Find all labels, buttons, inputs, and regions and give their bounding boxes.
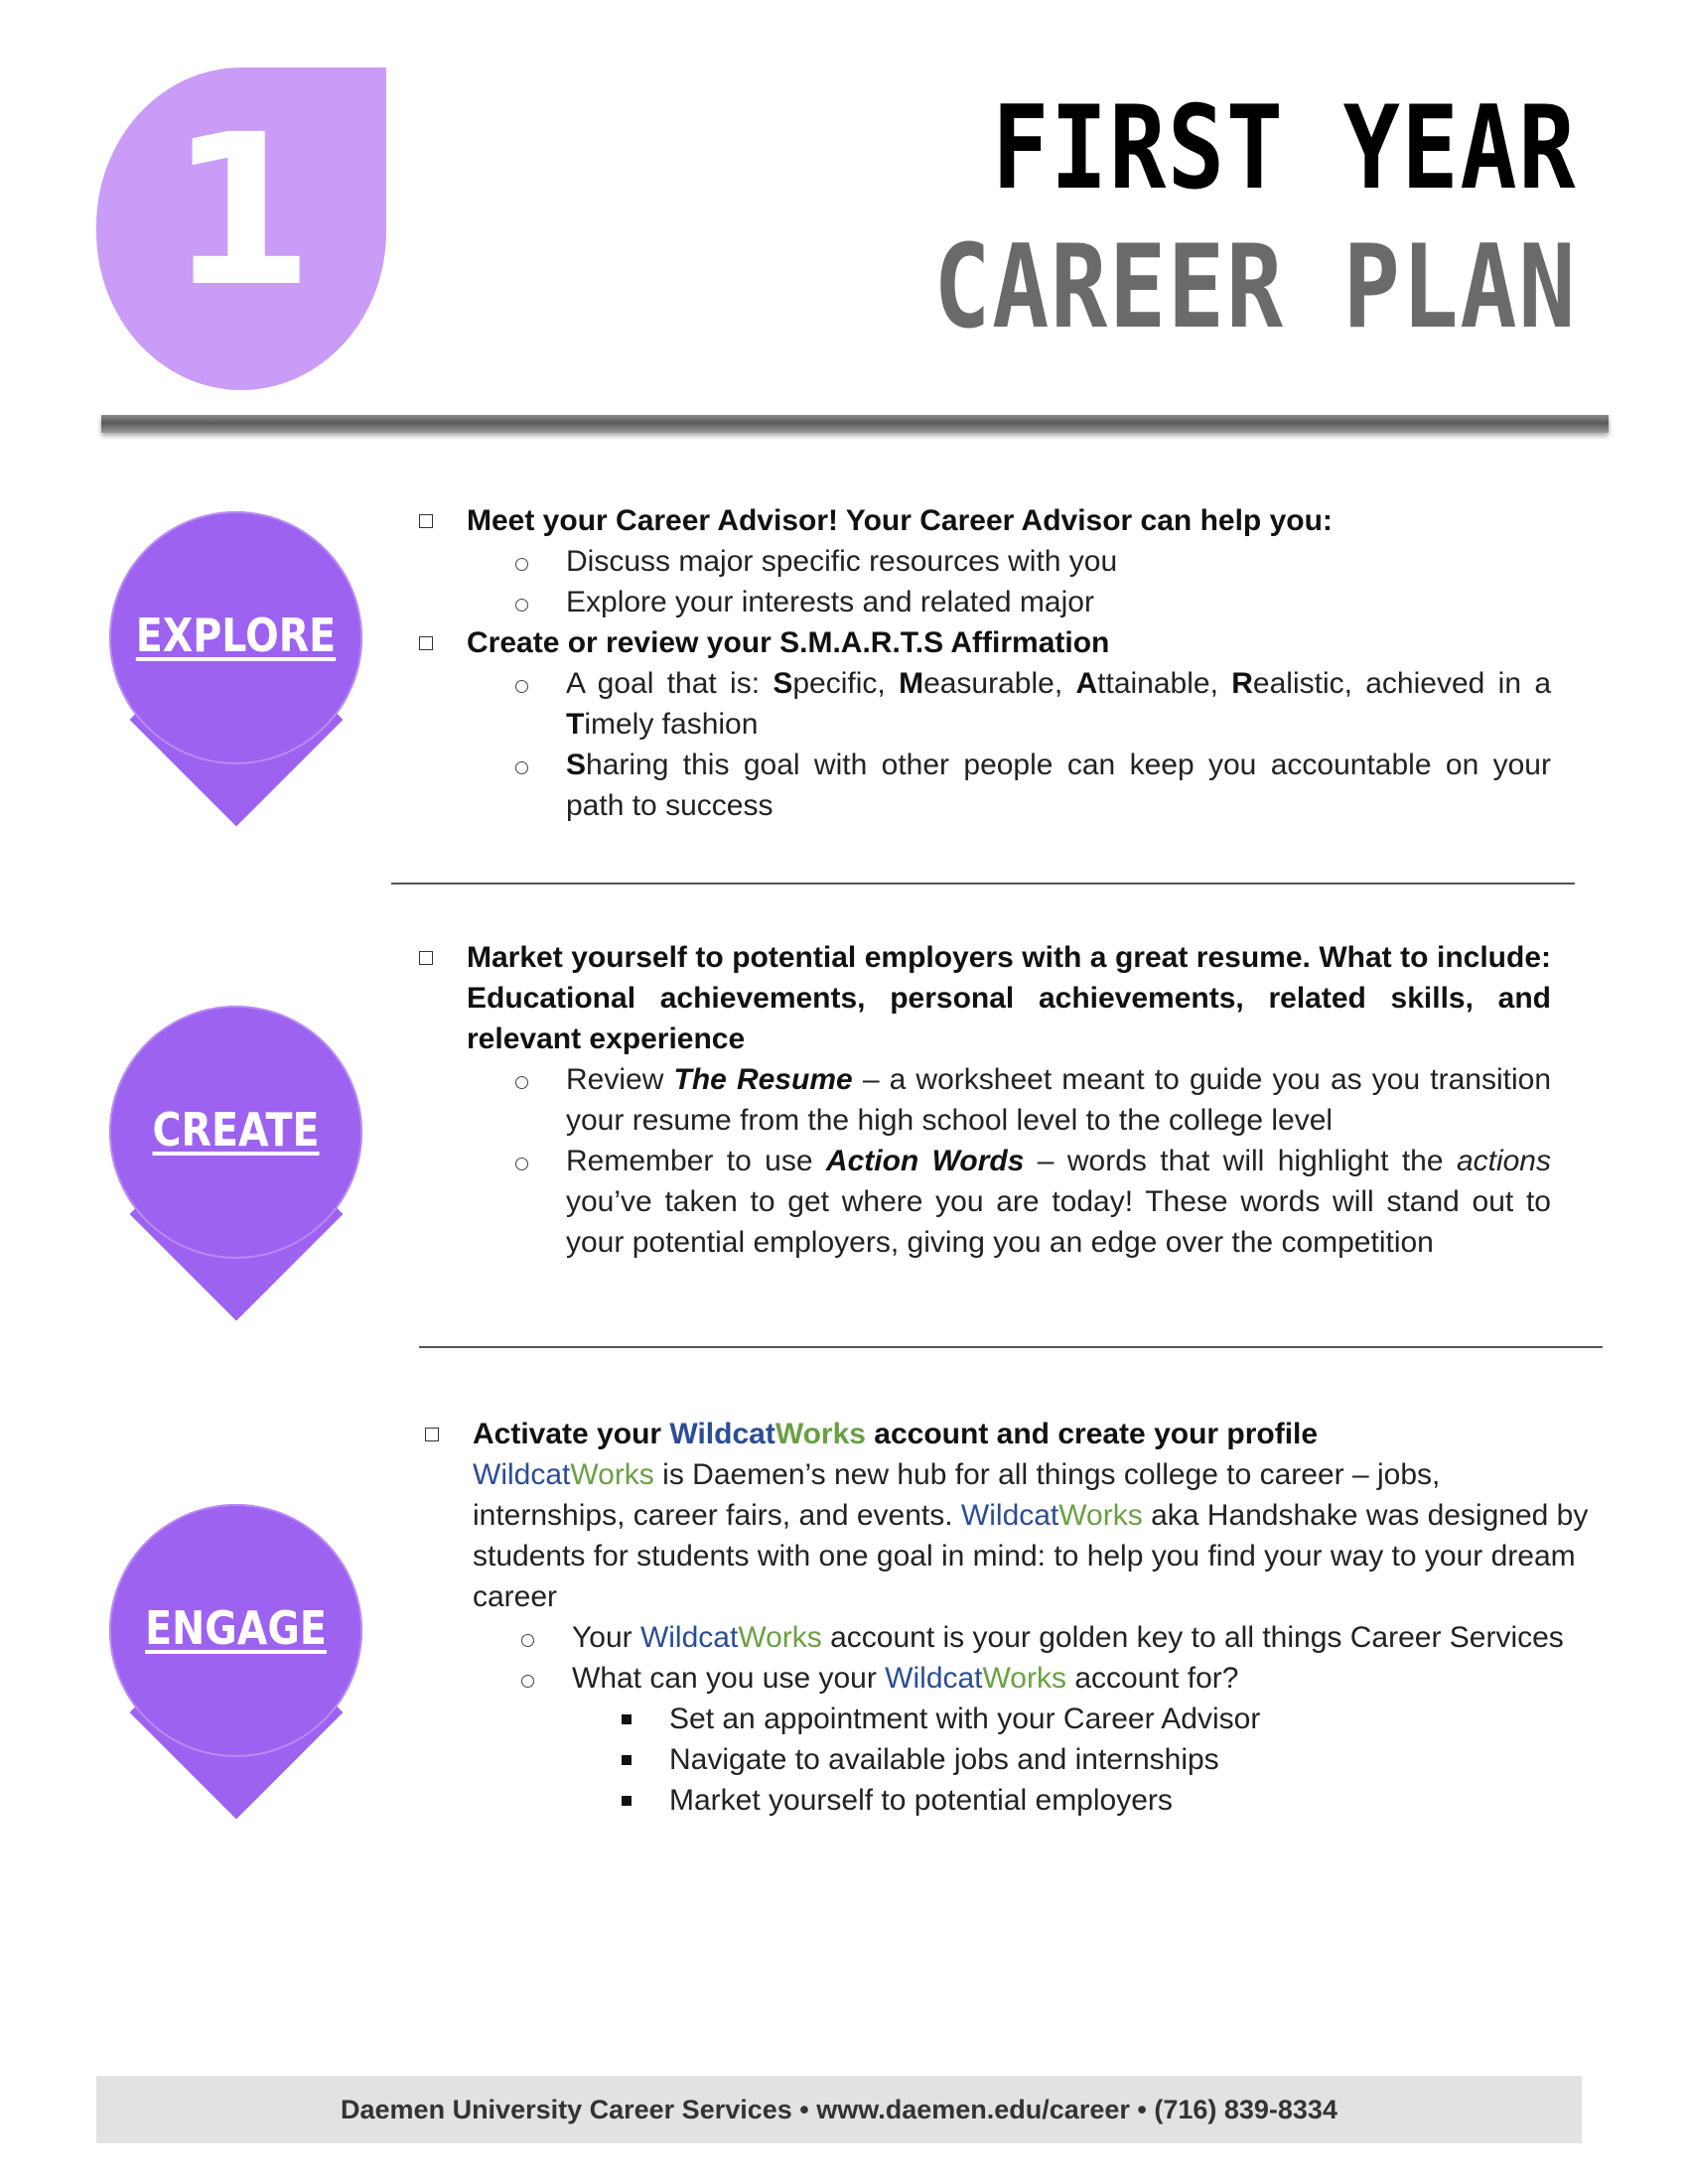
year-number-badge: [96, 68, 386, 390]
wildcatworks-description: WildcatWorks is Daemen’s new hub for all things college to career – jobs, internships, career fairs, and events. WildcatWorks aka Handshake was designed by students for students with one goal in mind: to help you find your way to your dream career: [473, 1458, 1589, 1613]
circle-bullet-icon: [515, 599, 528, 612]
list-item: Review The Resume – a worksheet meant to guide you as you transition your resume from the high school level to the college level: [419, 1059, 1551, 1141]
list-item: Market yourself to potential employers: [425, 1780, 1597, 1821]
create-section: [419, 937, 1551, 1263]
checklist-item: Create or review your S.M.A.R.T.S Affirmation: [419, 622, 1551, 663]
circle-bullet-icon: [515, 558, 528, 571]
list-item: Explore your interests and related major: [419, 582, 1551, 622]
square-bullet-icon: [622, 1714, 632, 1724]
list-item: Navigate to available jobs and internships: [425, 1739, 1597, 1780]
square-bullet-icon: [622, 1796, 632, 1806]
checkbox-icon[interactable]: [419, 636, 433, 650]
footer-contact: Daemen University Career Services • www.daemen.edu/career • (716) 839-8334: [96, 2076, 1582, 2143]
checkbox-icon[interactable]: [419, 514, 433, 528]
checklist-item: Market yourself to potential employers with a great resume. What to include: Educational achievements, personal achievements, related skills, and relevant experience: [419, 937, 1551, 1059]
list-item: What can you use your WildcatWorks account for?: [425, 1658, 1597, 1699]
checkbox-icon[interactable]: [425, 1428, 439, 1441]
section-divider: [419, 1346, 1603, 1348]
circle-bullet-icon: [515, 1158, 528, 1170]
header-divider: [101, 415, 1609, 433]
circle-bullet-icon: [515, 761, 528, 774]
circle-bullet-icon: [515, 1076, 528, 1089]
explore-section: [419, 500, 1551, 826]
checklist-item: Meet your Career Advisor! Your Career Advisor can help you:: [419, 500, 1551, 541]
list-item: A goal that is: Specific, Measurable, Attainable, Realistic, achieved in a Timely fashion: [419, 663, 1551, 745]
circle-bullet-icon: [521, 1634, 534, 1647]
create-pin: [109, 1006, 362, 1303]
list-item: Remember to use Action Words – words that will highlight the actions you’ve taken to get where you are today! These words will stand out to your potential employers, giving you an edge over the competition: [419, 1141, 1551, 1263]
year-number: 1: [168, 89, 315, 333]
title-line-1: FIRST YEAR: [991, 81, 1577, 215]
checklist-item: Activate your WildcatWorks account and create your profile: [425, 1414, 1597, 1454]
explore-label: EXPLORE: [135, 609, 337, 662]
list-item: Your WildcatWorks account is your golden key to all things Career Services: [425, 1617, 1597, 1658]
engage-label: ENGAGE: [145, 1601, 327, 1655]
explore-pin: [109, 511, 362, 809]
section-divider: [391, 883, 1575, 885]
circle-bullet-icon: [521, 1675, 534, 1688]
create-label: CREATE: [152, 1103, 320, 1157]
list-item: Discuss major specific resources with you: [419, 541, 1551, 582]
engage-pin: [109, 1504, 362, 1802]
list-item: Set an appointment with your Career Advisor: [425, 1699, 1597, 1739]
list-item: Sharing this goal with other people can keep you accountable on your path to success: [419, 745, 1551, 826]
checkbox-icon[interactable]: [419, 951, 433, 965]
square-bullet-icon: [622, 1755, 632, 1765]
circle-bullet-icon: [515, 680, 528, 693]
page-title: [792, 81, 1577, 354]
title-line-2: CAREER PLAN: [933, 220, 1577, 354]
engage-section: [425, 1414, 1597, 1821]
